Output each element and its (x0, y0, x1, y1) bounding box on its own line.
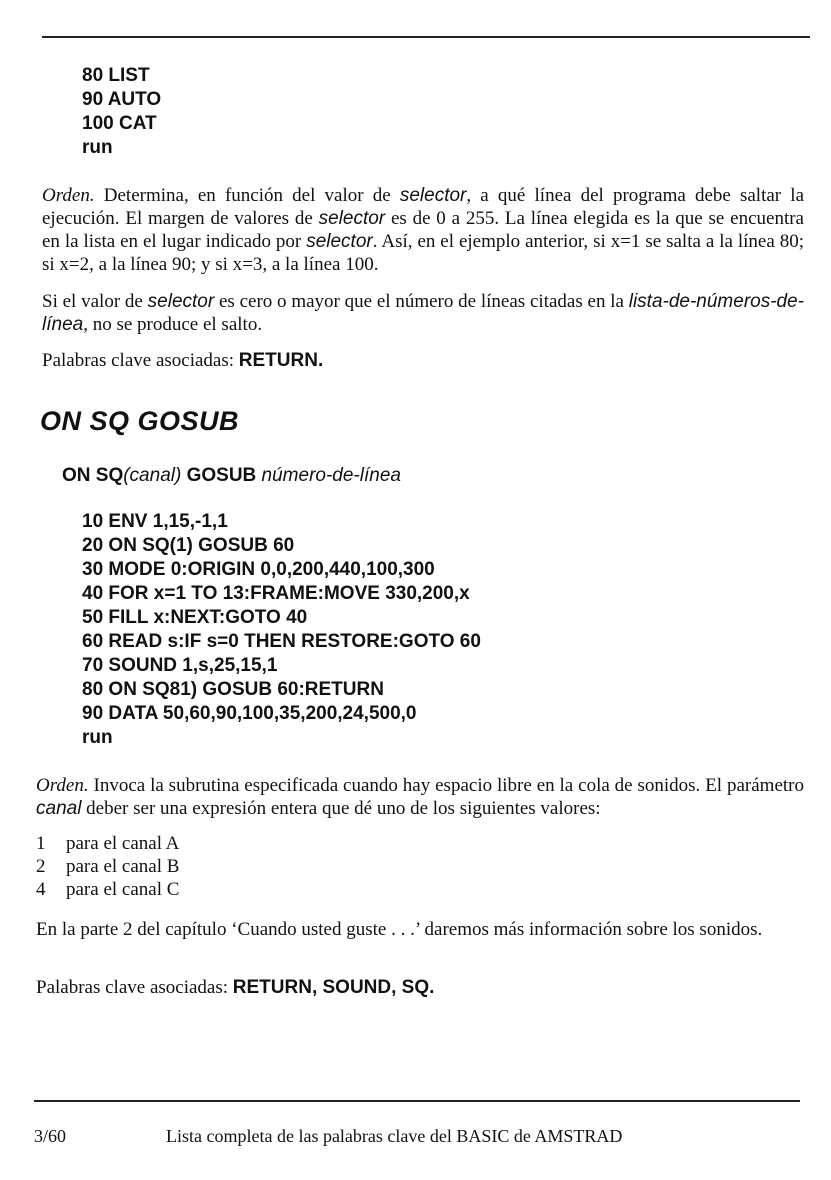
code-line: 30 MODE 0:ORIGIN 0,0,200,440,100,300 (82, 559, 435, 580)
keyword-list: RETURN, SOUND, SQ. (232, 977, 435, 998)
syntax-argument: número-de-línea (261, 465, 401, 486)
orden-label: Orden. (42, 185, 95, 206)
section-heading: ON SQ GOSUB (40, 406, 240, 436)
orden-paragraph-canal: Orden. Invoca la subrutina especificada cuando hay espacio libre en la cola de sonidos. El parámetro canal deber ser una expresión entera que dé uno de los siguientes valores: (36, 775, 804, 819)
page-number: 3/60 (34, 1126, 67, 1146)
selector-keyword: selector (399, 185, 467, 206)
syntax-argument: (canal) (123, 465, 182, 486)
line-list-keyword: lista-de-números-de-línea (42, 291, 805, 335)
code-line: run (82, 137, 113, 158)
syntax-keyword: ON SQ (62, 465, 124, 486)
list-item: 1 para el canal A (36, 833, 180, 854)
code-line: 100 CAT (82, 113, 157, 134)
selector-keyword: selector (147, 291, 215, 312)
associated-keywords-2: Palabras clave asociadas: RETURN, SOUND, SQ. (36, 977, 435, 998)
code-line: 10 ENV 1,15,-1,1 (82, 511, 228, 532)
selector-keyword: selector (306, 231, 373, 252)
syntax-line (62, 465, 401, 487)
selector-keyword: selector (318, 208, 386, 229)
associated-keywords-1: Palabras clave asociadas: RETURN. (42, 350, 324, 371)
code-line: 80 ON SQ81) GOSUB 60:RETURN (82, 679, 384, 700)
syntax-keyword: GOSUB (181, 465, 262, 486)
code-line: 40 FOR x=1 TO 13:FRAME:MOVE 330,200,x (82, 583, 470, 604)
list-item: 4 para el canal C (36, 879, 180, 900)
code-line: 90 DATA 50,60,90,100,35,200,24,500,0 (82, 703, 417, 724)
orden-paragraph-selector: Orden. Determina, en función del valor de selector, a qué línea del programa debe saltar la ejecución. El margen de valores de selector es de 0 a 255. La línea elegida es la que se encuentra en la lista en el lugar indicado por selector. Así, en el ejemplo anterior, si x=1 se salta a la línea 80; si x=2, a la línea 90; y si x=3, a la línea 100. (42, 185, 804, 275)
channel-list (36, 832, 179, 901)
keyword-list: RETURN. (238, 350, 324, 371)
orden-label: Orden. (36, 775, 89, 796)
code-line: run (82, 727, 113, 748)
list-item: 2 para el canal B (36, 856, 180, 877)
code-line: 60 READ s:IF s=0 THEN RESTORE:GOTO 60 (82, 631, 481, 652)
code-line: 80 LIST (82, 65, 150, 86)
top-rule (42, 36, 810, 38)
code-line: 70 SOUND 1,s,25,15,1 (82, 655, 278, 676)
code-line: 20 ON SQ(1) GOSUB 60 (82, 535, 295, 556)
code-line: 50 FILL x:NEXT:GOTO 40 (82, 607, 308, 628)
sound-info-paragraph: En la parte 2 del capítulo ‘Cuando usted guste . . .’ daremos más información sobre los sonidos. (36, 919, 763, 940)
code-line: 90 AUTO (82, 89, 162, 110)
selector-zero-paragraph: Si el valor de selector es cero o mayor que el número de líneas citadas en la lista-de-números-de-línea, no se produce el salto. (42, 291, 805, 335)
code-block-on-goto-example (82, 64, 161, 160)
code-block-on-sq-example (82, 510, 481, 750)
canal-keyword: canal (36, 798, 82, 819)
footer-title: Lista completa de las palabras clave del BASIC de AMSTRAD (166, 1126, 623, 1146)
footer-rule (34, 1100, 800, 1102)
